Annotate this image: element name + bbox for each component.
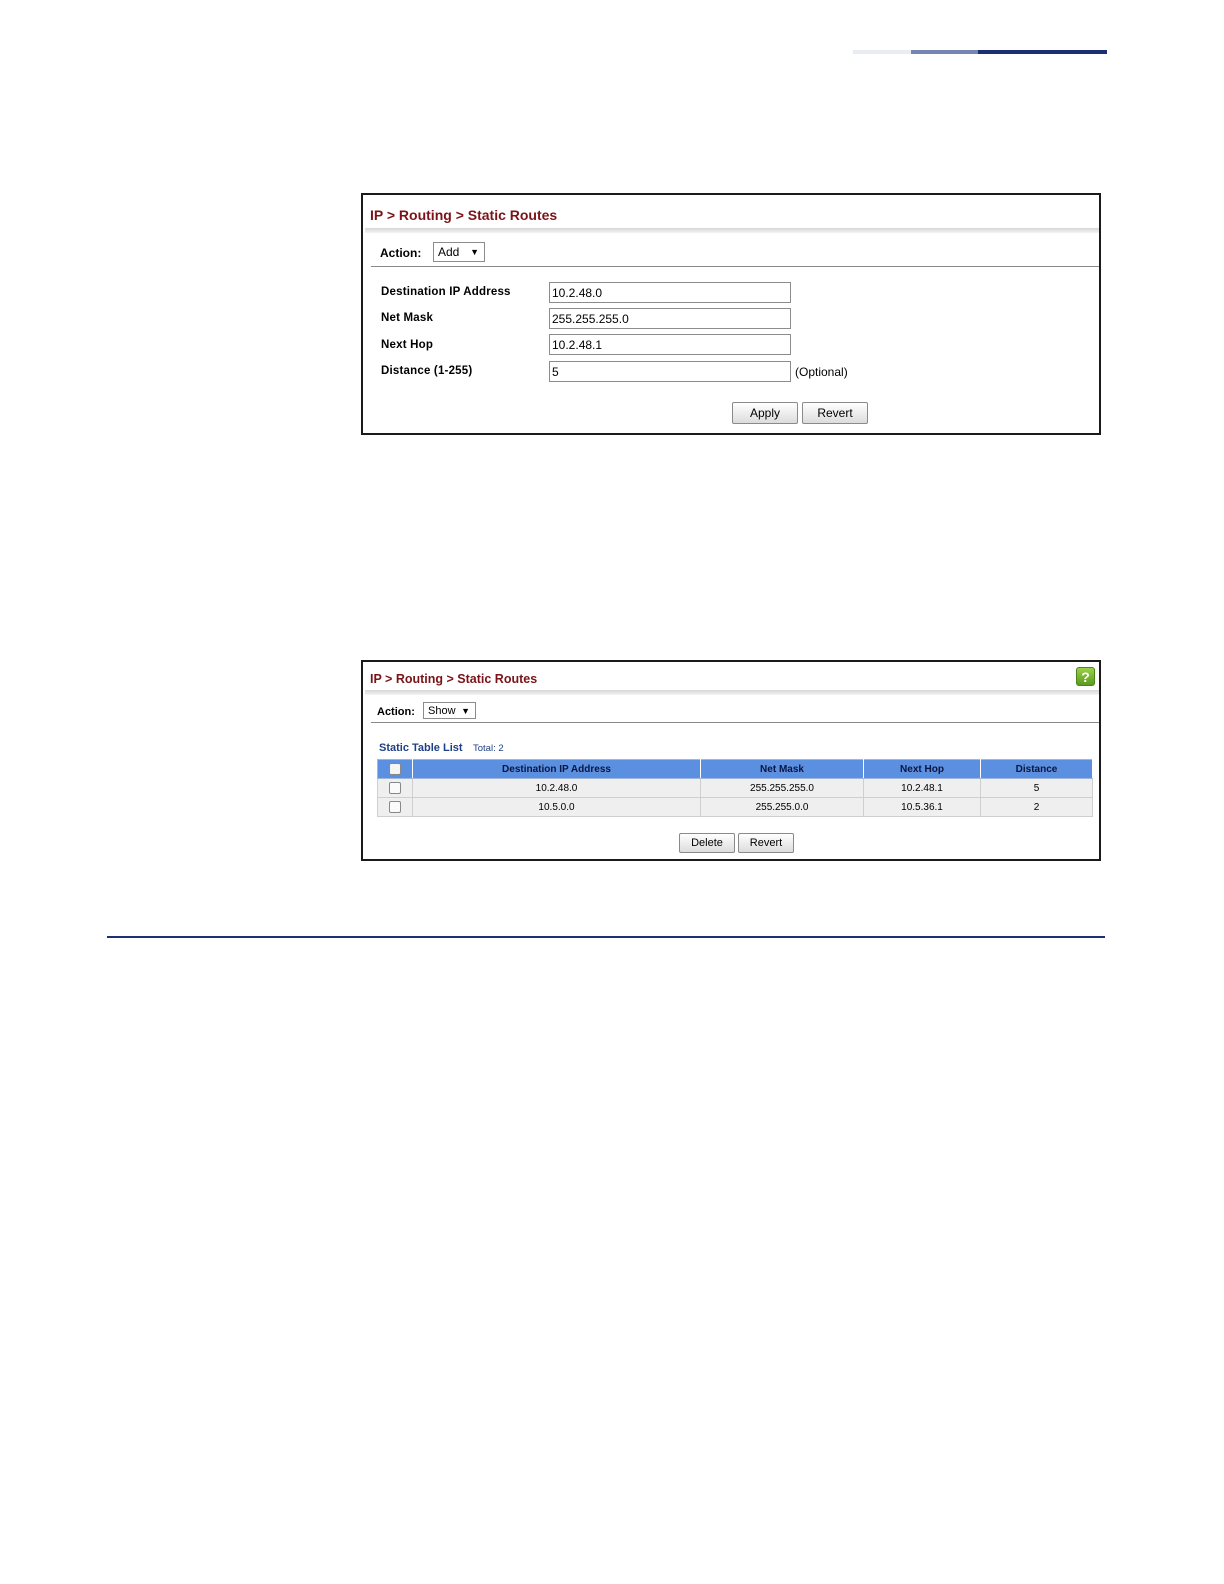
net-mask-label: Net Mask (381, 312, 434, 324)
row-checkbox[interactable] (389, 801, 401, 813)
static-table-total: Total: 2 (473, 743, 504, 754)
dropdown-arrow-icon: ▼ (461, 705, 470, 716)
action-divider (371, 722, 1099, 723)
net-mask-cell: 255.255.0.0 (701, 798, 864, 817)
column-header-destination: Destination IP Address (413, 760, 701, 779)
action-select-value: Add (438, 245, 460, 259)
revert-button[interactable]: Revert (738, 833, 794, 853)
column-header-next-hop: Next Hop (864, 760, 981, 779)
distance-cell: 5 (981, 779, 1093, 798)
destination-ip-input[interactable] (549, 282, 791, 303)
table-row (378, 779, 1093, 798)
static-routes-table (377, 759, 1093, 817)
apply-button[interactable]: Apply (732, 402, 798, 424)
column-header-net-mask: Net Mask (701, 760, 864, 779)
bar-segment-medium (911, 50, 978, 54)
action-divider (371, 266, 1099, 267)
destination-cell: 10.2.48.0 (413, 779, 701, 798)
destination-cell: 10.5.0.0 (413, 798, 701, 817)
title-separator (365, 690, 1099, 695)
distance-cell: 2 (981, 798, 1093, 817)
next-hop-label: Next Hop (381, 339, 434, 351)
action-select-value: Show (428, 704, 456, 717)
revert-button[interactable]: Revert (802, 402, 868, 424)
section-divider (107, 936, 1105, 938)
row-checkbox[interactable] (389, 782, 401, 794)
next-hop-cell: 10.2.48.1 (864, 779, 981, 798)
row-select-cell (378, 798, 413, 817)
distance-input[interactable] (549, 361, 791, 382)
add-static-route-panel (361, 193, 1101, 435)
distance-label: Distance (1-255) (381, 365, 473, 377)
title-separator (365, 228, 1099, 233)
net-mask-input[interactable] (549, 308, 791, 329)
action-label: Action: (377, 706, 415, 718)
column-header-distance: Distance (981, 760, 1093, 779)
action-select[interactable] (423, 702, 476, 719)
select-all-header (378, 760, 413, 779)
bar-segment-light (853, 50, 911, 54)
optional-note: (Optional) (795, 365, 848, 379)
action-select[interactable] (433, 242, 485, 262)
row-select-cell (378, 779, 413, 798)
delete-button[interactable]: Delete (679, 833, 735, 853)
dropdown-arrow-icon: ▼ (470, 247, 479, 257)
show-static-routes-panel (361, 660, 1101, 861)
destination-ip-label: Destination IP Address (381, 286, 511, 298)
select-all-checkbox[interactable] (389, 763, 401, 775)
action-label: Action: (380, 246, 422, 260)
bar-segment-dark (978, 50, 1107, 54)
table-row (378, 798, 1093, 817)
net-mask-cell: 255.255.255.0 (701, 779, 864, 798)
table-header-row (378, 760, 1093, 779)
next-hop-cell: 10.5.36.1 (864, 798, 981, 817)
page-title: IP > Routing > Static Routes (370, 207, 558, 223)
page-title: IP > Routing > Static Routes (370, 672, 538, 686)
top-decorative-bar (853, 50, 1107, 54)
help-icon[interactable]: ? (1076, 667, 1095, 686)
next-hop-input[interactable] (549, 334, 791, 355)
static-table-list-title: Static Table List (379, 742, 463, 754)
